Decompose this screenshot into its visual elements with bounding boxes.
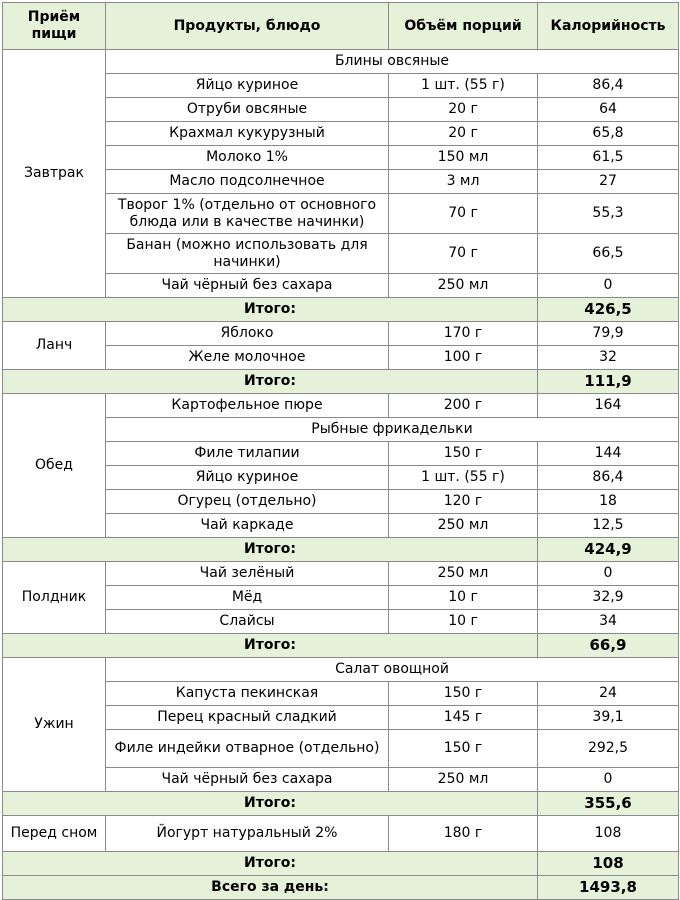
header-portion: Объём порций: [389, 3, 538, 50]
table-row: [3, 658, 679, 682]
meal-name-snack: Полдник: [3, 562, 106, 634]
meal-plan-table: [2, 2, 679, 900]
table-row: [3, 816, 679, 852]
table-row: [3, 394, 679, 418]
calories-cell: 39,1: [538, 706, 679, 730]
portion-cell: 150 г: [389, 730, 538, 768]
total-row: [3, 298, 679, 322]
product-cell: Слайсы: [106, 610, 389, 634]
product-cell: Яйцо куриное: [106, 466, 389, 490]
total-value: 355,6: [538, 792, 679, 816]
portion-cell: 150 г: [389, 682, 538, 706]
dish-title: Салат овощной: [106, 658, 679, 682]
calories-cell: 55,3: [538, 194, 679, 234]
product-cell: Банан (можно использовать для начинки): [106, 234, 389, 274]
total-row: [3, 370, 679, 394]
portion-cell: 150 мл: [389, 146, 538, 170]
product-cell: Яблоко: [106, 322, 389, 346]
total-value: 66,9: [538, 634, 679, 658]
calories-cell: 12,5: [538, 514, 679, 538]
product-cell: Филе индейки отварное (отдельно): [106, 730, 389, 768]
product-cell: Желе молочное: [106, 346, 389, 370]
product-cell: Мёд: [106, 586, 389, 610]
calories-cell: 61,5: [538, 146, 679, 170]
product-cell: Чай зелёный: [106, 562, 389, 586]
meal-name-bedtime: Перед сном: [3, 816, 106, 852]
total-label: Итого:: [3, 298, 538, 322]
calories-cell: 144: [538, 442, 679, 466]
product-cell: Творог 1% (отдельно от основного блюда или в качестве начинки): [106, 194, 389, 234]
product-cell: Чай чёрный без сахара: [106, 768, 389, 792]
portion-cell: 250 мл: [389, 562, 538, 586]
product-cell: Йогурт натуральный 2%: [106, 816, 389, 852]
calories-cell: 0: [538, 768, 679, 792]
portion-cell: 3 мл: [389, 170, 538, 194]
calories-cell: 32,9: [538, 586, 679, 610]
product-cell: Капуста пекинская: [106, 682, 389, 706]
portion-cell: 1 шт. (55 г): [389, 74, 538, 98]
total-row: [3, 792, 679, 816]
calories-cell: 65,8: [538, 122, 679, 146]
calories-cell: 86,4: [538, 74, 679, 98]
calories-cell: 86,4: [538, 466, 679, 490]
portion-cell: 250 мл: [389, 514, 538, 538]
calories-cell: 0: [538, 274, 679, 298]
product-cell: Молоко 1%: [106, 146, 389, 170]
product-cell: Картофельное пюре: [106, 394, 389, 418]
calories-cell: 18: [538, 490, 679, 514]
portion-cell: 10 г: [389, 586, 538, 610]
table-row: [3, 322, 679, 346]
portion-cell: 20 г: [389, 122, 538, 146]
calories-cell: 66,5: [538, 234, 679, 274]
calories-cell: 79,9: [538, 322, 679, 346]
portion-cell: 70 г: [389, 234, 538, 274]
dish-title: Блины овсяные: [106, 50, 679, 74]
portion-cell: 10 г: [389, 610, 538, 634]
portion-cell: 170 г: [389, 322, 538, 346]
portion-cell: 1 шт. (55 г): [389, 466, 538, 490]
portion-cell: 100 г: [389, 346, 538, 370]
day-total-label: Всего за день:: [3, 876, 538, 900]
portion-cell: 70 г: [389, 194, 538, 234]
portion-cell: 180 г: [389, 816, 538, 852]
table-row: [3, 562, 679, 586]
portion-cell: 150 г: [389, 442, 538, 466]
product-cell: Чай каркаде: [106, 514, 389, 538]
product-cell: Перец красный сладкий: [106, 706, 389, 730]
meal-name-dinner: Обед: [3, 394, 106, 538]
meal-name-supper: Ужин: [3, 658, 106, 792]
total-value: 426,5: [538, 298, 679, 322]
total-value: 424,9: [538, 538, 679, 562]
product-cell: Яйцо куриное: [106, 74, 389, 98]
product-cell: Крахмал кукурузный: [106, 122, 389, 146]
header-product: Продукты, блюдо: [106, 3, 389, 50]
total-value: 111,9: [538, 370, 679, 394]
calories-cell: 27: [538, 170, 679, 194]
total-row: [3, 634, 679, 658]
total-row: [3, 538, 679, 562]
total-label: Итого:: [3, 538, 538, 562]
portion-cell: 20 г: [389, 98, 538, 122]
calories-cell: 24: [538, 682, 679, 706]
header-calories: Калорийность: [538, 3, 679, 50]
meal-name-breakfast: Завтрак: [3, 50, 106, 298]
total-value: 108: [538, 852, 679, 876]
total-label: Итого:: [3, 370, 538, 394]
total-label: Итого:: [3, 634, 538, 658]
product-cell: Филе тилапии: [106, 442, 389, 466]
total-label: Итого:: [3, 792, 538, 816]
portion-cell: 200 г: [389, 394, 538, 418]
calories-cell: 164: [538, 394, 679, 418]
header-row: [3, 3, 679, 50]
day-total-row: [3, 876, 679, 900]
table-row: [3, 50, 679, 74]
total-label: Итого:: [3, 852, 538, 876]
portion-cell: 145 г: [389, 706, 538, 730]
meal-name-lunch: Ланч: [3, 322, 106, 370]
portion-cell: 120 г: [389, 490, 538, 514]
day-total-value: 1493,8: [538, 876, 679, 900]
product-cell: Чай чёрный без сахара: [106, 274, 389, 298]
product-cell: Огурец (отдельно): [106, 490, 389, 514]
calories-cell: 32: [538, 346, 679, 370]
calories-cell: 108: [538, 816, 679, 852]
calories-cell: 34: [538, 610, 679, 634]
portion-cell: 250 мл: [389, 768, 538, 792]
portion-cell: 250 мл: [389, 274, 538, 298]
calories-cell: 64: [538, 98, 679, 122]
total-row: [3, 852, 679, 876]
calories-cell: 0: [538, 562, 679, 586]
calories-cell: 292,5: [538, 730, 679, 768]
product-cell: Отруби овсяные: [106, 98, 389, 122]
header-meal: Приём пищи: [3, 3, 106, 50]
product-cell: Масло подсолнечное: [106, 170, 389, 194]
dish-title: Рыбные фрикадельки: [106, 418, 679, 442]
